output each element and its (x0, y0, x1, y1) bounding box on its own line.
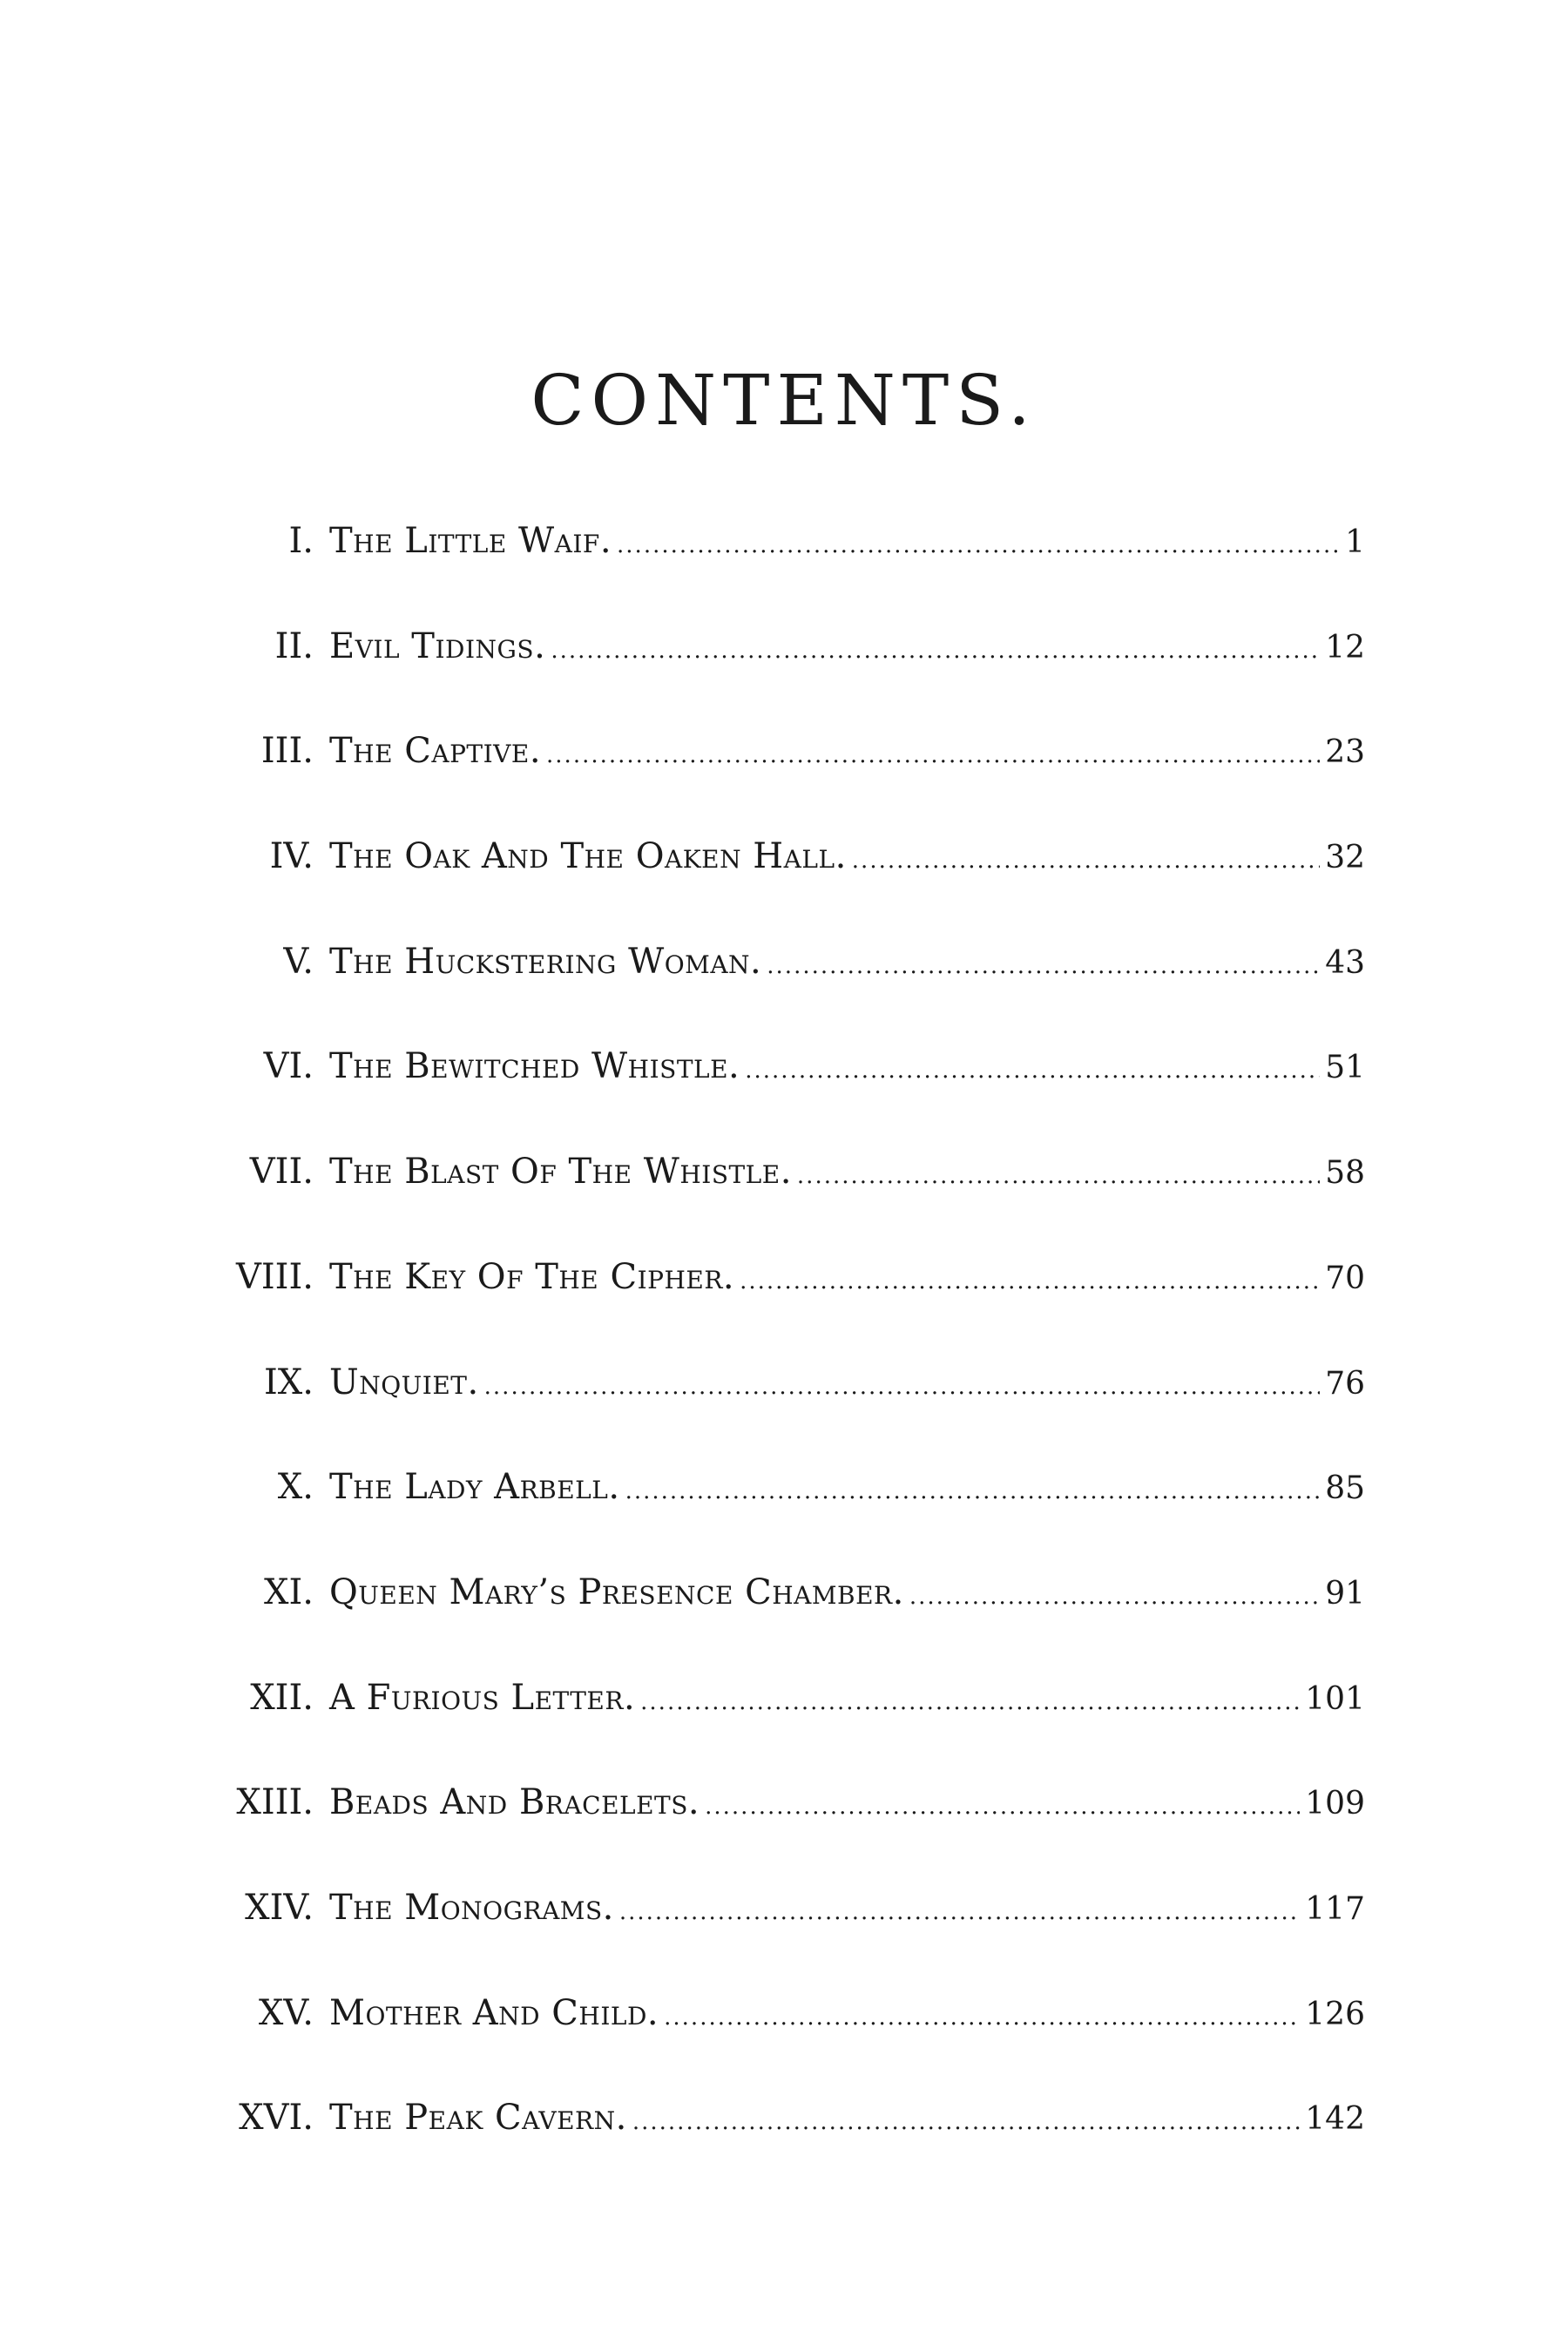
page-number: 126 (1305, 1996, 1365, 2032)
page-number: 70 (1325, 1260, 1365, 1296)
page-number: 51 (1325, 1050, 1365, 1086)
dot-leader (797, 1146, 1320, 1206)
chapter-title: The Oak And The Oaken Hall. (329, 836, 847, 877)
chapter-title: Evil Tidings. (329, 625, 546, 666)
toc-entry (231, 2087, 1365, 2193)
toc-entry (231, 1141, 1365, 1247)
dot-leader (852, 830, 1320, 891)
page-number: 117 (1305, 1890, 1365, 1927)
dot-leader (484, 1356, 1321, 1417)
chapter-number: III. (260, 731, 314, 772)
dot-leader (619, 1882, 1300, 1943)
page-number: 32 (1325, 840, 1365, 876)
chapter-number: XIII. (236, 1782, 314, 1823)
page-number: 109 (1305, 1786, 1365, 1822)
dot-leader (632, 2092, 1300, 2153)
chapter-title: The Bewitched Whistle. (329, 1046, 740, 1087)
chapter-title: The Captive. (329, 731, 542, 772)
chapter-number: VII. (249, 1152, 314, 1193)
chapter-number: IV. (269, 836, 314, 877)
chapter-number: IX. (264, 1362, 314, 1402)
dot-leader (551, 620, 1320, 681)
page-number: 43 (1325, 944, 1365, 981)
toc-entry (231, 1036, 1365, 1141)
page-number: 76 (1325, 1365, 1365, 1402)
toc-entry (231, 720, 1365, 826)
page-number: 142 (1305, 2101, 1365, 2138)
chapter-title: A Furious Letter. (329, 1677, 636, 1718)
toc-entry (231, 1562, 1365, 1667)
toc-entry (231, 1877, 1365, 1983)
table-of-contents (231, 510, 1365, 2193)
chapter-title: The Peak Cavern. (329, 2098, 627, 2139)
dot-leader (767, 936, 1320, 997)
dot-leader (664, 1987, 1300, 2048)
page-number: 1 (1345, 524, 1365, 560)
toc-entry (231, 1772, 1365, 1877)
chapter-number: V. (283, 941, 314, 982)
toc-entry (231, 616, 1365, 721)
chapter-title: Unquiet. (329, 1362, 479, 1402)
chapter-title: The Monograms. (329, 1887, 614, 1928)
dot-leader (640, 1672, 1300, 1733)
toc-entry (231, 1352, 1365, 1457)
page-number: 85 (1325, 1470, 1365, 1507)
chapter-number: II. (274, 625, 314, 666)
chapter-title: The Key Of The Cipher. (329, 1256, 735, 1297)
chapter-number: XI. (264, 1571, 314, 1612)
chapter-title: Queen Mary’s Presence Chamber. (329, 1571, 904, 1612)
chapter-number: VI. (263, 1046, 314, 1087)
page-number: 91 (1325, 1575, 1365, 1612)
page-title: CONTENTS. (531, 360, 1037, 441)
toc-entry (231, 1247, 1365, 1352)
chapter-title: Beads And Bracelets. (329, 1782, 700, 1823)
chapter-number: XIV. (245, 1887, 314, 1928)
dot-leader (546, 725, 1320, 786)
chapter-number: XV. (258, 1992, 314, 2033)
toc-entry (231, 1667, 1365, 1773)
dot-leader (745, 1040, 1320, 1101)
chapter-title: Mother And Child. (329, 1992, 659, 2033)
toc-entry (231, 1456, 1365, 1562)
chapter-title: The Lady Arbell. (329, 1467, 620, 1508)
page-number: 58 (1325, 1155, 1365, 1192)
chapter-number: X. (277, 1467, 314, 1508)
toc-entry (231, 826, 1365, 931)
chapter-title: The Blast Of The Whistle. (329, 1152, 792, 1193)
chapter-title: The Little Waif. (329, 521, 612, 561)
toc-entry (231, 510, 1365, 616)
page-number: 23 (1325, 734, 1365, 771)
chapter-number: XVI. (239, 2098, 314, 2139)
chapter-number: XII. (250, 1677, 314, 1718)
page-number: 12 (1325, 629, 1365, 666)
chapter-number: VIII. (235, 1256, 314, 1297)
toc-entry (231, 1983, 1365, 2088)
dot-leader (740, 1251, 1320, 1312)
dot-leader (617, 515, 1340, 576)
dot-leader (909, 1566, 1320, 1627)
chapter-number: I. (288, 521, 314, 561)
page-number: 101 (1305, 1680, 1365, 1717)
chapter-title: The Huckstering Woman. (329, 941, 762, 982)
dot-leader (625, 1461, 1321, 1522)
toc-entry (231, 931, 1365, 1037)
dot-leader (705, 1776, 1300, 1837)
